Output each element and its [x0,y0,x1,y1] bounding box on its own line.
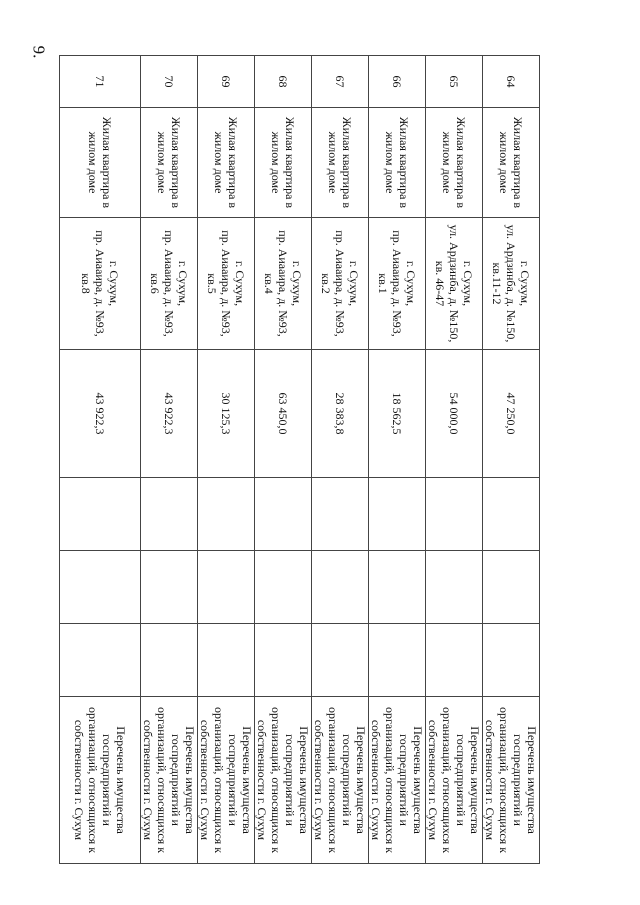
property-type-text: Жилая квартира в жилом доме [326,116,354,209]
table-row [255,56,312,864]
value-cell [483,350,540,478]
property-table [59,55,540,864]
value-text: 63 450,0 [276,392,290,435]
list-reference-cell [198,697,255,864]
property-type-text: Жилая квартира в жилом доме [440,116,468,209]
address-cell [141,218,198,350]
property-type-text: Жилая квартира в жилом доме [497,116,525,209]
table-row [483,56,540,864]
value-cell [369,350,426,478]
row-number-text: 64 [504,75,518,88]
address-cell [483,218,540,350]
table-row [312,56,369,864]
empty-cell [426,478,483,551]
property-type-text: Жилая квартира в жилом доме [155,116,183,209]
row-number-text: 68 [276,75,290,88]
table-row [369,56,426,864]
list-reference-text: Перечень имущества госпредприятий и организаций, относящихся к собственности г. Сухум [198,706,254,854]
address-cell [426,218,483,350]
list-reference-cell [255,697,312,864]
address-text: кв.4 [262,273,276,294]
row-number-cell [255,56,312,108]
address-text: г. Сухум, [290,260,304,307]
table-row [426,56,483,864]
row-number-cell [312,56,369,108]
empty-cell [60,478,141,551]
property-type-cell [312,108,369,218]
list-reference-text: Перечень имущества госпредприятий и организаций, относящихся к собственности г. Сухум [312,706,368,854]
address-text: г. Сухум, [347,260,361,307]
property-type-cell [426,108,483,218]
address-text: кв. 46-47 [433,260,447,307]
address-text: ул. Ардзинба, д. №150, [447,224,461,343]
list-reference-cell [483,697,540,864]
row-number-cell [60,56,141,108]
empty-cell [198,551,255,624]
address-cell [198,218,255,350]
list-reference-cell [426,697,483,864]
address-text: кв.5 [205,273,219,294]
empty-cell [483,478,540,551]
property-type-cell [198,108,255,218]
value-text: 47 250,0 [504,392,518,435]
address-text: кв.2 [319,273,333,294]
row-number-text: 65 [447,75,461,88]
address-text: г. Сухум, [107,260,121,307]
address-text: кв.6 [148,273,162,294]
property-type-text: Жилая квартира в жилом доме [383,116,411,209]
value-text: 18 562,5 [390,392,404,435]
row-number-cell [141,56,198,108]
empty-cell [141,551,198,624]
address-text: кв.11-12 [490,262,504,305]
address-text: пр. Аиааира, д. №93, [162,230,176,337]
address-text: пр. Аиааира, д. №93, [219,230,233,337]
list-reference-text: Перечень имущества госпредприятий и организаций, относящихся к собственности г. Сухум [483,706,539,854]
empty-cell [426,551,483,624]
empty-cell [198,624,255,697]
list-reference-cell [60,697,141,864]
empty-cell [255,551,312,624]
property-type-cell [255,108,312,218]
row-number-cell [369,56,426,108]
value-cell [198,350,255,478]
value-text: 30 125,3 [219,392,233,435]
table-row [198,56,255,864]
empty-cell [312,624,369,697]
empty-cell [141,478,198,551]
address-text: пр. Аиааира, д. №93, [276,230,290,337]
address-text: пр. Аиааира, д. №93, [93,230,107,337]
list-reference-cell [369,697,426,864]
row-number-text: 69 [219,75,233,88]
page-number: 9. [29,45,49,59]
value-cell [255,350,312,478]
empty-cell [312,551,369,624]
address-text: ул. Ардзинба, д. №150, [504,224,518,343]
empty-cell [60,624,141,697]
row-number-text: 66 [390,75,404,88]
list-reference-text: Перечень имущества госпредприятий и организаций, относящихся к собственности г. Сухум [369,706,425,854]
empty-cell [312,478,369,551]
empty-cell [198,478,255,551]
list-reference-text: Перечень имущества госпредприятий и организаций, относящихся к собственности г. Сухум [255,706,311,854]
property-type-text: Жилая квартира в жилом доме [212,116,240,209]
address-text: г. Сухум, [176,260,190,307]
row-number-cell [198,56,255,108]
empty-cell [483,551,540,624]
property-type-text: Жилая квартира в жилом доме [86,116,114,209]
address-text: г. Сухум, [461,260,475,307]
list-reference-cell [141,697,198,864]
list-reference-cell [312,697,369,864]
property-type-cell [141,108,198,218]
address-text: кв.8 [79,273,93,294]
property-type-cell [483,108,540,218]
value-cell [312,350,369,478]
rotated-table-wrapper [72,55,540,863]
empty-cell [369,478,426,551]
empty-cell [426,624,483,697]
address-cell [369,218,426,350]
row-number-text: 70 [162,75,176,88]
empty-cell [369,551,426,624]
empty-cell [141,624,198,697]
address-cell [312,218,369,350]
address-cell [255,218,312,350]
address-cell [60,218,141,350]
value-text: 43 922,3 [93,392,107,435]
empty-cell [369,624,426,697]
property-type-cell [60,108,141,218]
address-text: г. Сухум, [404,260,418,307]
row-number-text: 71 [93,75,107,88]
empty-cell [483,624,540,697]
table-row [141,56,198,864]
list-reference-text: Перечень имущества госпредприятий и организаций, относящихся к собственности г. Сухум [426,706,482,854]
address-text: кв.1 [376,273,390,294]
address-text: пр. Аиааира, д. №93, [390,230,404,337]
value-text: 28 383,8 [333,392,347,435]
value-cell [141,350,198,478]
address-text: пр. Аиааира, д. №93, [333,230,347,337]
property-type-cell [369,108,426,218]
property-type-text: Жилая квартира в жилом доме [269,116,297,209]
value-text: 54 000,0 [447,392,461,435]
empty-cell [255,478,312,551]
row-number-cell [426,56,483,108]
address-text: г. Сухум, [518,260,532,307]
list-reference-text: Перечень имущества госпредприятий и организаций, относящихся к собственности г. Сухум [141,706,197,854]
table-body [60,56,540,864]
list-reference-text: Перечень имущества госпредприятий и организаций, относящихся к собственности г. Сухум [72,706,128,854]
empty-cell [255,624,312,697]
address-text: г. Сухум, [233,260,247,307]
table-row [60,56,141,864]
value-cell [60,350,141,478]
row-number-cell [483,56,540,108]
empty-cell [60,551,141,624]
row-number-text: 67 [333,75,347,88]
value-text: 43 922,3 [162,392,176,435]
value-cell [426,350,483,478]
